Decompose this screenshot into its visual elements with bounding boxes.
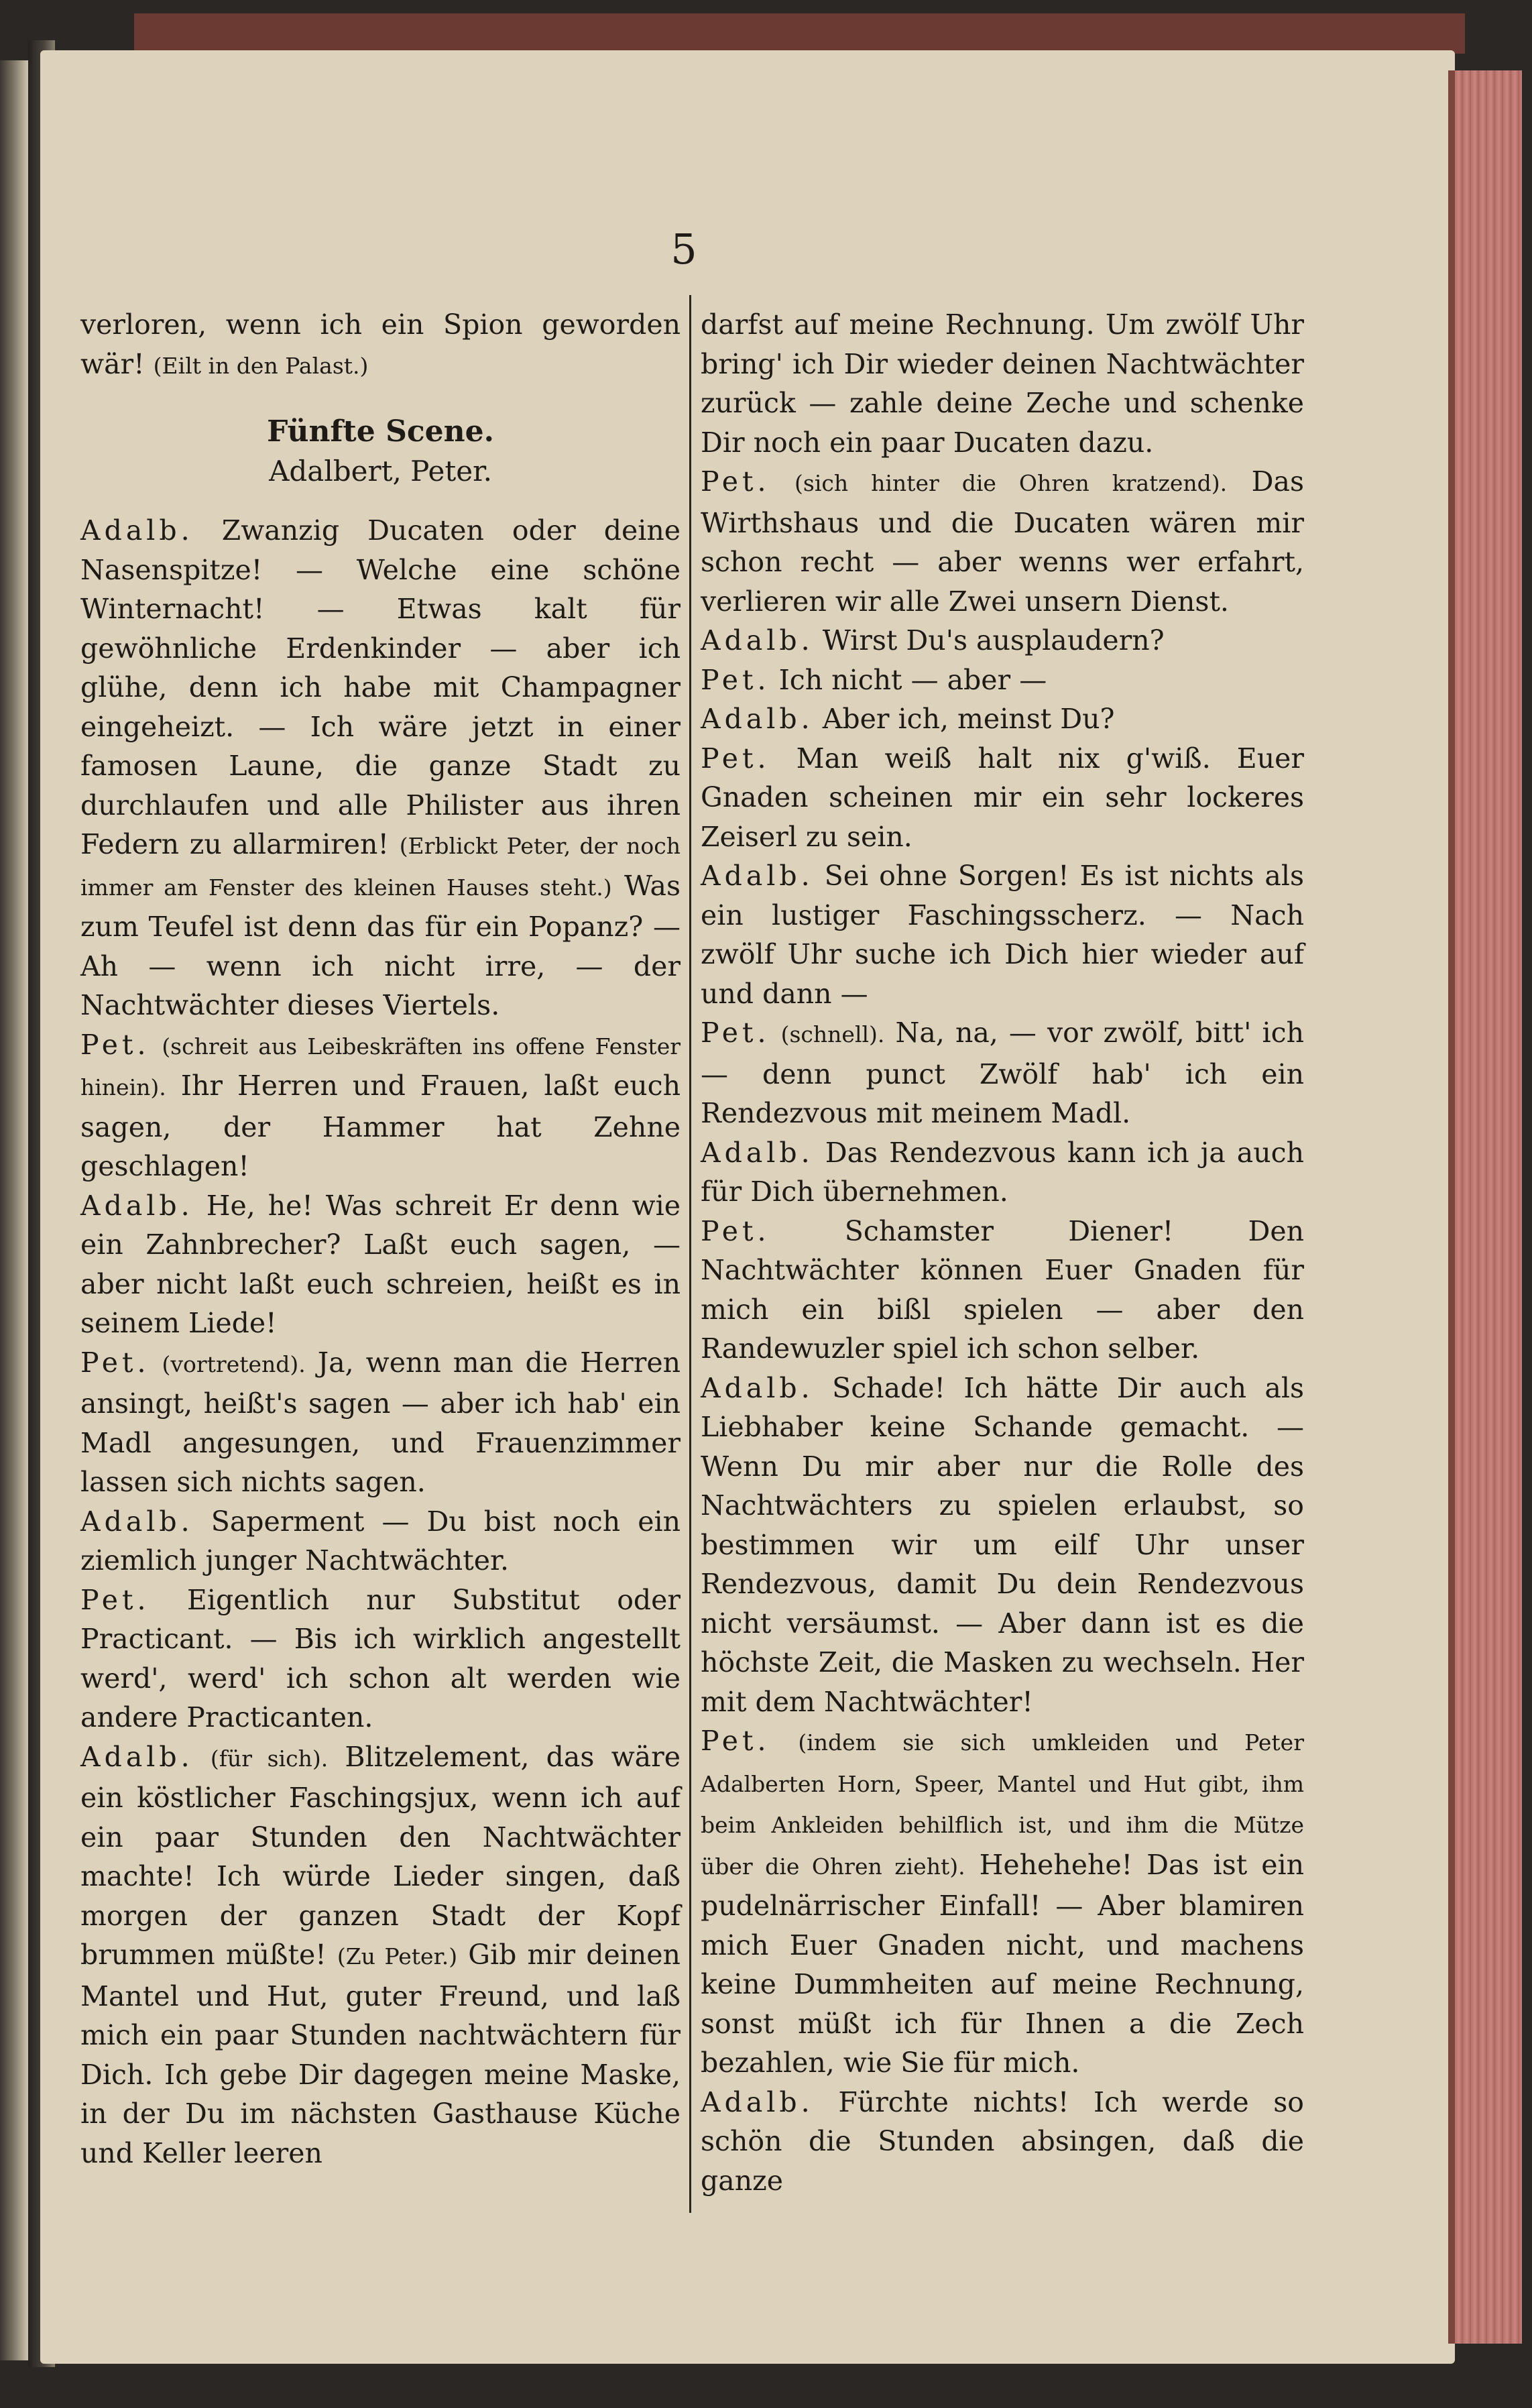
speaker-name: Adalb. (701, 1136, 814, 1169)
dialogue-paragraph (701, 739, 1304, 857)
dialogue-paragraph (80, 1343, 681, 1502)
speech-text: Blitzelement, das wäre ein köstlicher Faschingsjux, wenn ich auf ein paar Stunden den Nachtwächter machte! Ich würde Lieder singen, daß morgen der ganzen Stadt der Kopf brummen müßte! (80, 1740, 681, 1971)
stage-direction: (sich hinter die Ohren kratzend). (794, 470, 1228, 496)
speech-text: darfst auf meine Rechnung. Um zwölf Uhr bring' ich Dir wieder deinen Nachtwächter zurück — zahle deine Zeche und schenke Dir noch ein paar Ducaten dazu. (701, 308, 1304, 459)
scene-cast: Adalbert, Peter. (269, 454, 492, 488)
right-dialogue (701, 305, 1304, 2200)
right-column (701, 305, 1304, 2200)
speech-text: Schamster Diener! Den Nachtwächter können Euer Gnaden für mich ein bißl spielen — aber den Randewuzler spiel ich schon selber. (701, 1214, 1304, 1365)
stage-direction: (Erblickt Peter, der noch immer am Fenster des kleinen Hauses steht.) (80, 833, 681, 901)
speaker-name: Pet. (701, 1214, 770, 1247)
speech-text: Schade! Ich hätte Dir auch als Liebhaber keine Schande gemacht. — Wenn Du mir aber nur die Rolle des Nachtwächters zu spielen erlaubst, so bestimmen wir um eilf Uhr unser Rendezvous, damit Du dein Rendezvous nicht versäumst. — Aber dann ist es die höchste Zeit, die Masken zu wechseln. Her mit dem Nachtwächter! (701, 1371, 1304, 1718)
left-dialogue (80, 511, 681, 2173)
scene-heading: Fünfte Scene. (267, 414, 494, 449)
speaker-name: Adalb. (701, 2085, 814, 2118)
speech-text: Aber ich, meinst Du? (822, 703, 1115, 735)
intro-stage-direction: (Eilt in den Palast.) (153, 352, 369, 379)
speaker-name: Pet. (80, 1583, 150, 1616)
page-number: 5 (670, 225, 697, 274)
dialogue-paragraph (701, 1212, 1304, 1369)
speaker-name: Pet. (80, 1346, 150, 1379)
speech-text: Sei ohne Sorgen! Es ist nichts als ein lustiger Faschingsscherz. — Nach zwölf Uhr suche ich Dich hier wieder auf und dann — (701, 860, 1304, 1010)
speaker-name: Adalb. (701, 703, 814, 735)
speech-text: Saperment — Du bist noch ein ziemlich junger Nachtwächter. (80, 1505, 681, 1576)
dialogue-paragraph (701, 621, 1304, 661)
speech-text: Was zum Teufel ist denn das für ein Popanz? — Ah — wenn ich nicht irre, — der Nachtwächter dieses Viertels. (80, 869, 681, 1021)
speaker-name: Adalb. (80, 1189, 194, 1222)
speech-text: He, he! Was schreit Er denn wie ein Zahnbrecher? Laßt euch sagen, — aber nicht laßt euch schreien, heißt es in seinem Liede! (80, 1189, 681, 1339)
column-divider (689, 295, 691, 2213)
dialogue-paragraph (701, 1133, 1304, 1212)
speech-text: Zwanzig Ducaten oder deine Nasenspitze! — Welche eine schöne Winternacht! — Etwas kalt für gewöhnliche Erdenkinder — aber ich glühe, denn ich habe mit Champagner eingeheizt. — Ich wäre jetzt in einer famosen Laune, die ganze Stadt zu durchlaufen und alle Philister aus ihren Federn zu allarmiren! (80, 514, 681, 860)
left-column (80, 305, 681, 2173)
speech-text: Na, na, — vor zwölf, bitt' ich — denn punct Zwölf hab' ich ein Rendezvous mit meinem Madl. (701, 1017, 1304, 1129)
speaker-name: Adalb. (701, 1371, 814, 1404)
dialogue-paragraph (701, 2083, 1304, 2201)
speaker-name: Pet. (701, 1017, 770, 1049)
speech-text: Das Rendezvous kann ich ja auch für Dich übernehmen. (701, 1136, 1304, 1208)
dialogue-paragraph (701, 305, 1304, 462)
stage-direction: (für sich). (210, 1745, 329, 1772)
speech-text: Wirst Du's ausplaudern? (822, 624, 1165, 656)
dialogue-paragraph (701, 856, 1304, 1013)
page-stack-edge (1455, 70, 1522, 2344)
speaker-name: Pet. (701, 742, 770, 775)
speaker-name: Adalb. (701, 860, 814, 892)
stage-direction: (schnell). (780, 1021, 885, 1047)
speaker-name: Pet. (80, 1028, 150, 1061)
dialogue-paragraph (80, 511, 681, 1025)
speech-text: Ihr Herren und Frauen, laßt euch sagen, der Hammer hat Zehne geschlagen! (80, 1070, 681, 1182)
book-cover-edge (134, 13, 1465, 54)
speaker-name: Adalb. (80, 514, 194, 547)
previous-page-edge (0, 60, 28, 2360)
speaker-name: Pet. (701, 663, 770, 696)
dialogue-paragraph (80, 1502, 681, 1581)
intro-text: verloren, wenn ich ein Spion geworden wär! (80, 308, 681, 380)
dialogue-paragraph (701, 699, 1304, 739)
speech-text: Ich nicht — aber — (778, 663, 1047, 696)
intro-line (80, 305, 681, 386)
stage-direction: (indem sie sich umkleiden und Peter Adalberten Horn, Speer, Mantel und Hut gibt, ihm beim Ankleiden behilflich ist, und ihm die Mütze über die Ohren zieht). (701, 1729, 1304, 1880)
speaker-name: Pet. (701, 465, 770, 498)
speech-text: Gib mir deinen Mantel und Hut, guter Freund, und laß mich ein paar Stunden nachtwächtern für Dich. Ich gebe Dir dagegen meine Maske, in der Du im nächsten Gasthause Küche und Keller leeren (80, 1939, 681, 2169)
dialogue-paragraph (701, 462, 1304, 621)
dialogue-paragraph (80, 1025, 681, 1186)
speech-text: Hehehehe! Das ist ein pudelnärrischer Einfall! — Aber blamiren mich Euer Gnaden nicht, und machens keine Dummheiten auf meine Rechnung, sonst müßt ich für Ihnen a die Zech bezahlen, wie Sie für mich. (701, 1848, 1304, 2079)
dialogue-paragraph (701, 1013, 1304, 1133)
speaker-name: Adalb. (80, 1740, 194, 1773)
dialogue-paragraph (80, 1581, 681, 1737)
speaker-name: Adalb. (80, 1505, 194, 1538)
speech-text: Das Wirthshaus und die Ducaten wären mir schon recht — aber wenns wer erfahrt, verlieren wir alle Zwei unsern Dienst. (701, 465, 1304, 618)
speech-text: Eigentlich nur Substitut oder Practicant. — Bis ich wirklich angestellt werd', werd' ich schon alt werden wie andere Practicanten. (80, 1583, 681, 1733)
speech-text: Fürchte nichts! Ich werde so schön die Stunden absingen, daß die ganze (701, 2085, 1304, 2197)
dialogue-paragraph (701, 661, 1304, 700)
dialogue-paragraph (80, 1737, 681, 2173)
stage-direction: (schreit aus Leibeskräften ins offene Fenster hinein). (80, 1033, 681, 1100)
dialogue-paragraph (701, 1721, 1304, 2083)
speech-text: Man weiß halt nix g'wiß. Euer Gnaden scheinen mir ein sehr lockeres Zeiserl zu sein. (701, 742, 1304, 853)
speaker-name: Pet. (701, 1725, 770, 1757)
stage-direction: (vortretend). (162, 1351, 306, 1377)
dialogue-paragraph (80, 1186, 681, 1343)
stage-direction: (Zu Peter.) (337, 1943, 458, 1969)
speech-text: Ja, wenn man die Herren ansingt, heißt's sagen — aber ich hab' ein Madl angesungen, und Frauenzimmer lassen sich nichts sagen. (80, 1346, 681, 1498)
speaker-name: Adalb. (701, 624, 814, 656)
dialogue-paragraph (701, 1369, 1304, 1722)
